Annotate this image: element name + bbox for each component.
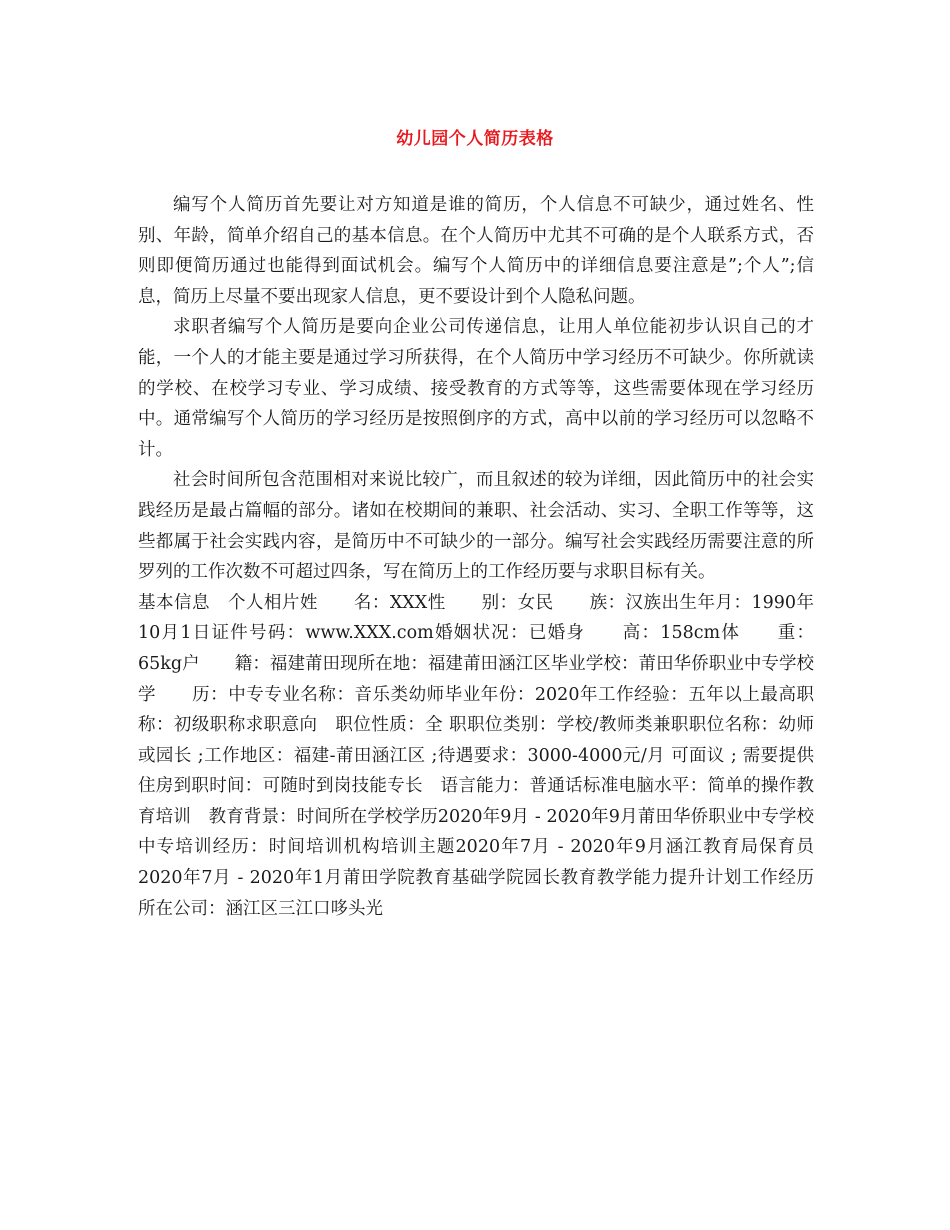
paragraph-personal-info: 编写个人简历首先要让对方知道是谁的简历，个人信息不可缺少，通过姓名、性别、年龄，简单介绍自己的基本信息。在个人简历中尤其不可确的是个人联系方式，否则即便简历通过也能得到面试机会。编写个人简历中的详细信息要注意是”;个人”;信息，简历上尽量不要出现家人信息，更不要设计到个人隐私问题。 (138, 195, 814, 307)
paragraph-education: 求职者编写个人简历是要向企业公司传递信息，让用人单位能初步认识自己的才能，一个人的才能主要是通过学习所获得，在个人简历中学习经历不可缺少。你所就读的学校、在校学习专业、学习成绩、接受教育的方式等等，这些需要体现在学习经历中。通常编写个人简历的学习经历是按照倒序的方式，高中以前的学习经历可以忽略不计。 (138, 317, 814, 460)
resume-details-block: 基本信息 个人相片姓 名：XXX性 别：女民 族：汉族出生年月：1990年10月1日证件号码：www.XXX.com婚姻状况：已婚身 高：158cm体 重：65kg户 籍：福建莆田现所在地：福建莆田涵江区毕业学校：莆田华侨职业中专学校学 历：中专专业名称：音乐类幼师毕业年份：2020年工作经验：五年以上最高职称：初级职称求职意向 职位性质：全 职职位类别：学校/教师类兼职职位名称：幼师或园长 ;工作地区：福建-莆田涵江区 ;待遇要求：3000-4000元/月 可面议 ; 需要提供住房到职时间：可随时到岗技能专长 语言能力：普通话标准电脑水平：简单的操作教育培训 教育背景：时间所在学校学历2020年9月 - 2020年9月莆田华侨职业中专学校中专培训经历：时间培训机构培训主题2020年7月 - 2020年9月涵江教育局保育员2020年7月 - 2020年1月莆田学院教育基础学院园长教育教学能力提升计划工作经历 所在公司：涵江区三江口哆头光 (138, 592, 849, 919)
paragraph-social-practice: 社会时间所包含范围相对来说比较广，而且叙述的较为详细，因此简历中的社会实践经历是最占篇幅的部分。诸如在校期间的兼职、社会活动、实习、全职工作等等，这些都属于社会实践内容，是简历中不可缺少的一部分。编写社会实践经历需要注意的所罗列的工作次数不可超过四条，写在简历上的工作经历要与求职目标有关。 (138, 470, 814, 583)
document-body (138, 190, 849, 924)
document-title: 幼儿园个人简历表格 (396, 129, 554, 149)
